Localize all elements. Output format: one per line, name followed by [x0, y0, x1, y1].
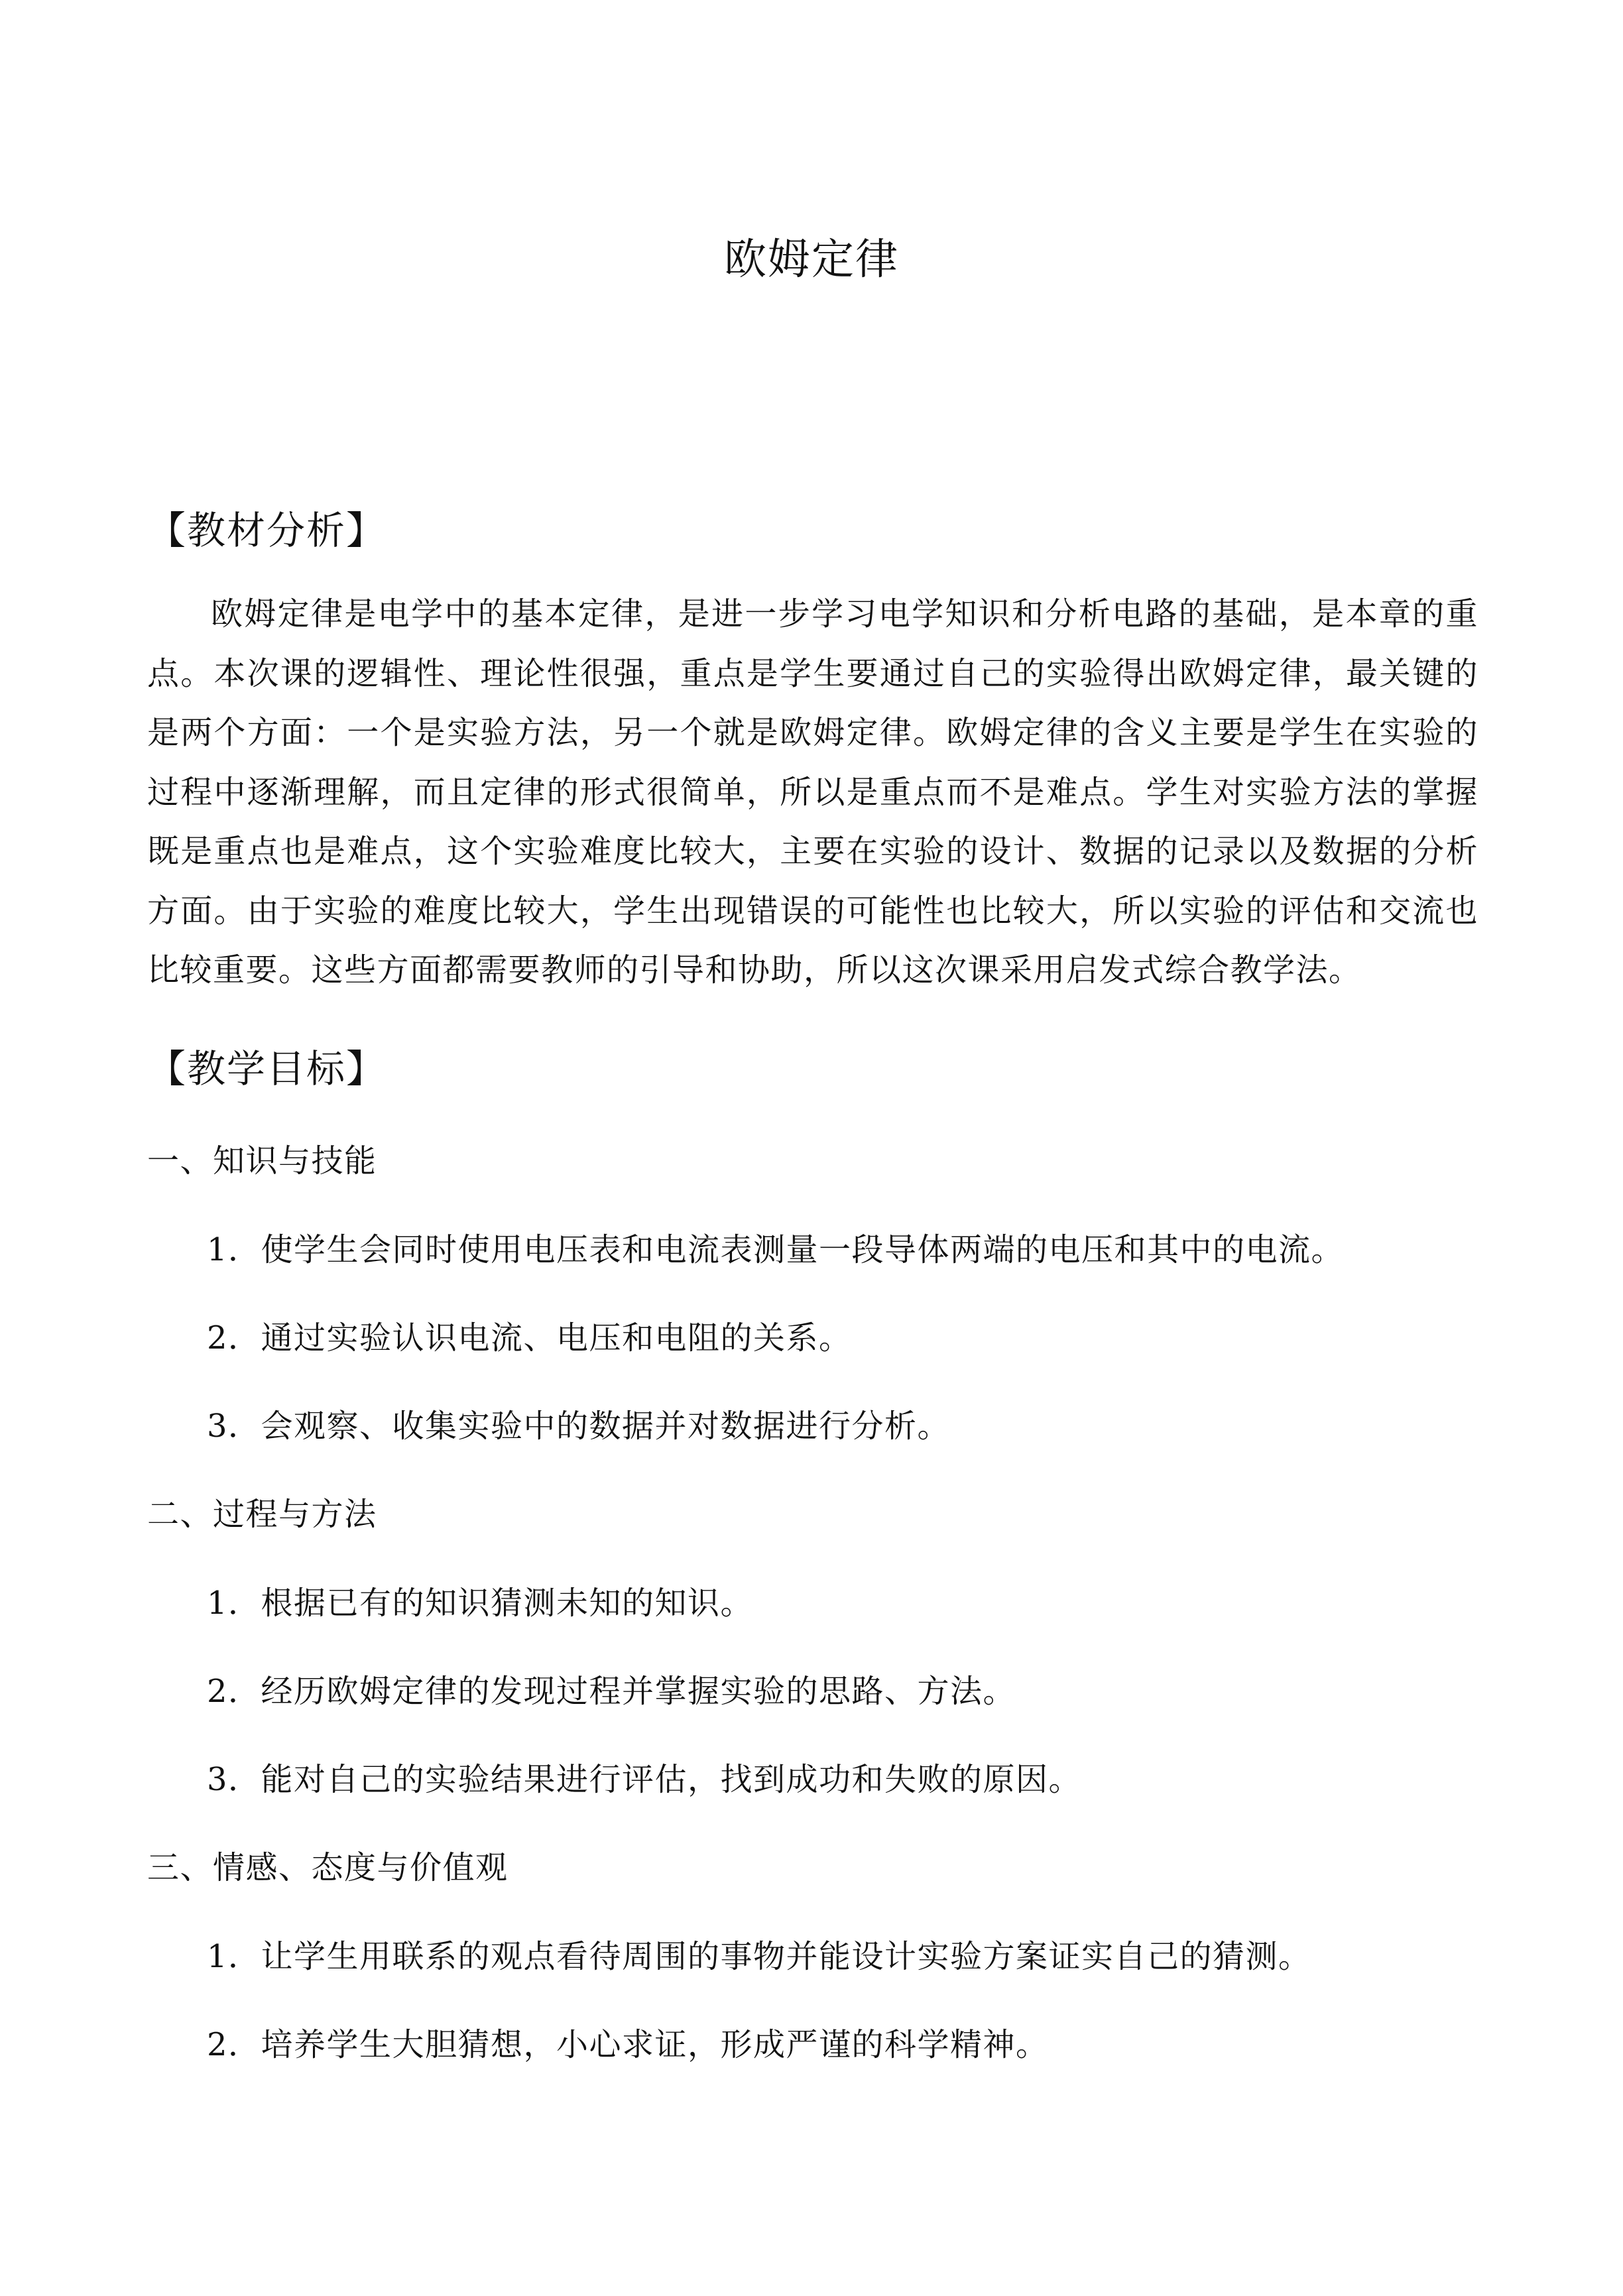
section-heading-teaching-goals: 【教学目标】 [147, 1046, 387, 1091]
list-item: 1．根据已有的知识猜测未知的知识。 [207, 1585, 754, 1622]
textbook-analysis-paragraph: 欧姆定律是电学中的基本定律，是进一步学习电学知识和分析电路的基础，是本章的重点。本次课的逻辑性、理论性很强，重点是学生要通过自己的实验得出欧姆定律，最关键的是两个方面：一个是实验方法，另一个就是欧姆定律。欧姆定律的含义主要是学生在实验的过程中逐渐理解，而且定律的形式很简单，所以是重点而不是难点。学生对实验方法的掌握既是重点也是难点，这个实验难度比较大，主要在实验的设计、数据的记录以及数据的分析方面。由于实验的难度比较大，学生出现错误的可能性也比较大，所以实验的评估和交流也比较重要。这些方面都需要教师的引导和协助，所以这次课采用启发式综合教学法。 [147, 595, 1478, 989]
subsection-title-knowledge-skills: 一、知识与技能 [147, 1142, 377, 1179]
subsection-title-process-methods: 二、过程与方法 [147, 1496, 377, 1533]
list-item: 1．使学生会同时使用电压表和电流表测量一段导体两端的电压和其中的电流。 [207, 1231, 1345, 1268]
list-item: 2．培养学生大胆猜想，小心求证，形成严谨的科学精神。 [207, 2026, 1049, 2063]
list-item: 3．会观察、收集实验中的数据并对数据进行分析。 [207, 1408, 951, 1445]
list-item: 3．能对自己的实验结果进行评估，找到成功和失败的原因。 [207, 1761, 1082, 1798]
document-title: 欧姆定律 [724, 235, 899, 284]
list-item: 1．让学生用联系的观点看待周围的事物并能设计实验方案证实自己的猜测。 [207, 1938, 1311, 1975]
section-heading-textbook-analysis: 【教材分析】 [147, 508, 387, 553]
list-item: 2．经历欧姆定律的发现过程并掌握实验的思路、方法。 [207, 1673, 1016, 1710]
subsection-title-emotions-values: 三、情感、态度与价值观 [147, 1849, 509, 1886]
list-item: 2．通过实验认识电流、电压和电阻的关系。 [207, 1319, 852, 1357]
